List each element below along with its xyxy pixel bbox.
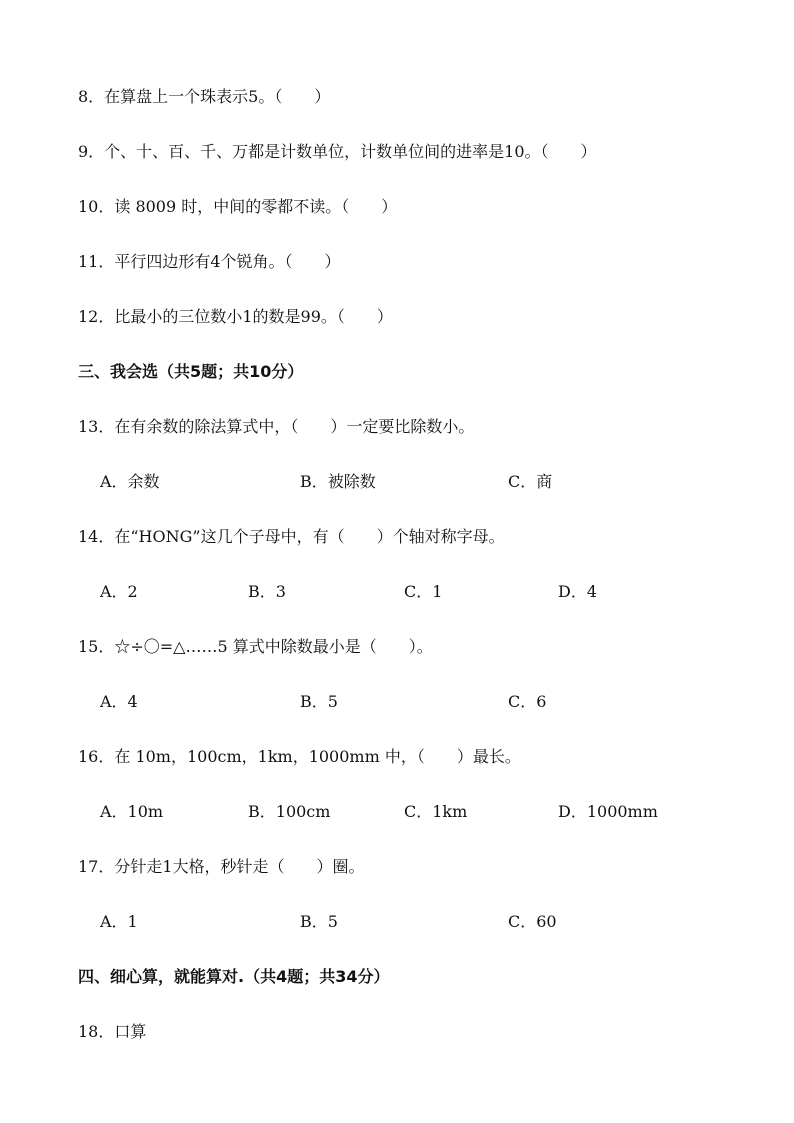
question-15: 15．☆÷〇=△……5 算式中除数最小是（ ）。: [78, 637, 433, 656]
question-14: 14．在“HONG”这几个子母中，有（ ）个轴对称字母。: [78, 527, 505, 546]
q16-option-b: B．100cm: [248, 802, 331, 821]
q13-option-a: A．余数: [100, 472, 160, 491]
section-heading-4: 四、细心算，就能算对.（共4题；共34分）: [78, 967, 390, 986]
q13-option-b: B．被除数: [300, 472, 376, 491]
question-9: 9．个、十、百、千、万都是计数单位，计数单位间的进率是10。（ ）: [78, 142, 597, 161]
q17-option-a: A．1: [100, 912, 138, 931]
section-heading-3: 三、我会选（共5题；共10分）: [78, 362, 304, 381]
q15-option-a: A．4: [100, 692, 138, 711]
q14-option-d: D．4: [558, 582, 598, 601]
question-18: 18．口算: [78, 1022, 147, 1041]
q17-option-b: B．5: [300, 912, 338, 931]
question-11: 11．平行四边形有4个锐角。（ ）: [78, 252, 341, 271]
q13-option-c: C．商: [508, 472, 553, 491]
q16-option-c: C．1km: [404, 802, 468, 821]
q16-option-d: D．1000mm: [558, 802, 658, 821]
q14-option-b: B．3: [248, 582, 286, 601]
question-12: 12．比最小的三位数小1的数是99。（ ）: [78, 307, 393, 326]
q17-option-c: C．60: [508, 912, 557, 931]
q14-option-a: A．2: [100, 582, 138, 601]
q16-option-a: A．10m: [100, 802, 164, 821]
question-16: 16．在 10m，100cm，1km，1000mm 中，（ ）最长。: [78, 747, 521, 766]
question-17: 17．分针走1大格，秒针走（ ）圈。: [78, 857, 365, 876]
question-13: 13．在有余数的除法算式中，（ ）一定要比除数小。: [78, 417, 475, 436]
q14-option-c: C．1: [404, 582, 443, 601]
q15-option-b: B．5: [300, 692, 338, 711]
q15-option-c: C．6: [508, 692, 547, 711]
question-8: 8．在算盘上一个珠表示5。（ ）: [78, 87, 331, 106]
question-10: 10．读 8009 时，中间的零都不读。（ ）: [78, 197, 398, 216]
